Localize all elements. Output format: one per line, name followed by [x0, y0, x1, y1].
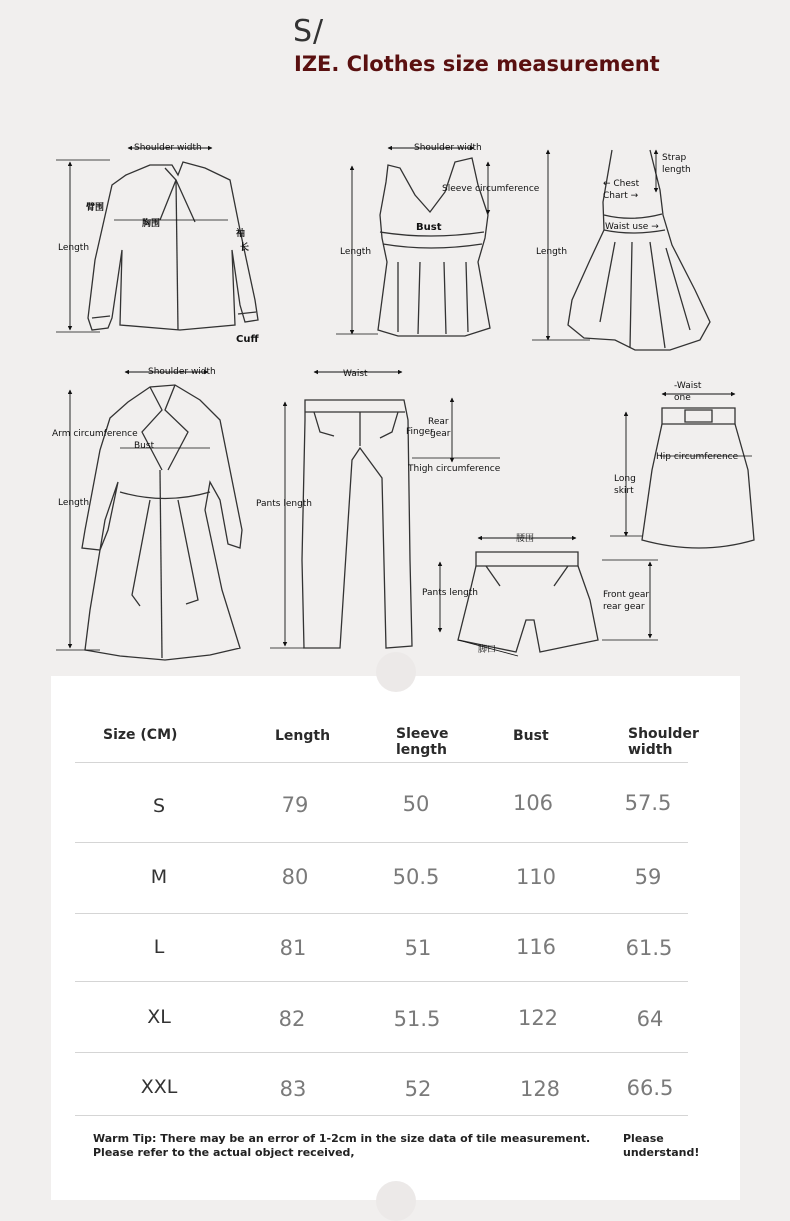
cell-sleeve: 51	[404, 936, 432, 960]
cell-sleeve: 51.5	[393, 1007, 441, 1031]
cell-length: 82	[278, 1007, 306, 1031]
cell-size: XXL	[140, 1076, 178, 1098]
cell-bust: 106	[512, 791, 554, 815]
cell-size: XL	[147, 1006, 171, 1028]
shirt-sleeve-label-1: 袖	[236, 229, 246, 239]
cell-sleeve: 50	[402, 792, 430, 816]
cell-length: 79	[281, 793, 309, 817]
pants-drawing	[302, 400, 412, 648]
dress-strap-label-2: length	[662, 165, 691, 175]
cell-size: S	[152, 795, 166, 817]
dress-strap-label-1: Strap	[662, 153, 687, 163]
header-size: Size (CM)	[103, 727, 178, 743]
header-sleeve-line1: Sleeve	[396, 726, 449, 742]
cell-shoulder: 59	[634, 865, 662, 889]
shorts-drawing	[458, 552, 598, 652]
cell-shoulder: 64	[636, 1007, 664, 1031]
warm-tip-end: Please understand!	[623, 1132, 700, 1159]
skirt-waist-label-1: -Waist	[674, 381, 702, 391]
cell-shoulder: 66.5	[626, 1076, 674, 1100]
pants-thigh-label: Thigh circumference	[408, 464, 501, 474]
cell-bust: 128	[519, 1077, 561, 1101]
row-divider	[75, 1115, 688, 1116]
skirt-drawing	[642, 408, 754, 548]
dress-length-label: Length	[536, 247, 568, 257]
title-letter: S/	[293, 14, 325, 49]
shorts-leg-label: 脚口	[478, 645, 497, 655]
cell-bust: 122	[517, 1006, 559, 1030]
header-shoulder	[628, 726, 699, 758]
shirt-chest-label: 胸围	[142, 219, 161, 229]
header-sleeve	[396, 726, 449, 758]
header-length: Length	[275, 728, 331, 744]
cell-length: 81	[279, 936, 307, 960]
pants-rear-label-1: Rear	[428, 417, 449, 427]
pants-rear-label-2: gear	[430, 429, 451, 439]
coat-drawing	[82, 385, 242, 660]
skirt-long-label-1: Long	[614, 474, 636, 484]
cell-size: M	[150, 866, 168, 888]
shorts-rear-label: rear gear	[603, 602, 645, 612]
header-bust: Bust	[513, 728, 549, 744]
vest-shoulder-label: Shoulder width	[414, 143, 482, 153]
cell-size: L	[153, 936, 165, 958]
skirt-hip-label: Hip circumference	[656, 452, 739, 462]
cell-shoulder: 57.5	[624, 791, 672, 815]
warm-tip: Warm Tip: There may be an error of 1-2cm in the size data of tile measurement. Please refer to the actual object received,	[93, 1132, 591, 1159]
cell-length: 80	[281, 865, 309, 889]
header-sleeve-line2: length	[396, 742, 447, 758]
row-divider	[75, 842, 688, 843]
row-divider	[75, 1052, 688, 1053]
shorts-front-label: Front gear	[603, 590, 650, 600]
coat-arm-label: Arm circumference	[52, 429, 138, 439]
row-divider	[75, 981, 688, 982]
shirt-sleeve-label-2: 长	[240, 243, 250, 253]
coat-length-label: Length	[58, 498, 90, 508]
shorts-length-label: Pants length	[422, 588, 479, 598]
vest-sleeve-label: Sleeve circumference	[442, 184, 540, 194]
shirt-cuff-label: Cuff	[236, 334, 259, 345]
card-top-notch	[376, 652, 416, 692]
cell-bust: 116	[515, 935, 557, 959]
shirt-length-label: Length	[58, 243, 90, 253]
vest-bust-label: Bust	[416, 222, 442, 233]
size-table-card	[51, 676, 740, 1200]
cell-bust: 110	[515, 865, 557, 889]
header-shoulder-line2: width	[628, 742, 673, 758]
coat-shoulder-label: Shoulder width	[148, 367, 216, 377]
skirt-waist-label-2: one	[674, 393, 691, 403]
shirt-arm-label: 臂围	[86, 203, 105, 213]
shorts-waist-label: 腰围	[516, 534, 535, 544]
card-bottom-notch	[376, 1181, 416, 1221]
pants-length-label: Pants length	[256, 499, 313, 509]
dress-chest-label-2: Chart →	[603, 191, 639, 201]
row-divider	[75, 913, 688, 914]
vest-length-label: Length	[340, 247, 372, 257]
cell-sleeve: 50.5	[392, 865, 440, 889]
header-shoulder-line1: Shoulder	[628, 726, 699, 742]
dress-chest-label-1: ← Chest	[603, 179, 640, 189]
skirt-long-label-2: skirt	[614, 486, 634, 496]
cell-length: 83	[279, 1077, 307, 1101]
pants-waist-label: Waist	[343, 369, 368, 379]
dress-waist-label: Waist use →	[605, 222, 659, 232]
cell-shoulder: 61.5	[625, 936, 673, 960]
shirt-drawing	[88, 162, 258, 330]
shirt-shoulder-label: Shoulder width	[134, 143, 202, 153]
header-divider	[75, 762, 688, 763]
coat-bust-label: Bust	[134, 441, 155, 451]
cell-sleeve: 52	[404, 1077, 432, 1101]
pants-finger-label: Finger	[406, 427, 434, 437]
page-title: IZE. Clothes size measurement	[294, 52, 660, 76]
